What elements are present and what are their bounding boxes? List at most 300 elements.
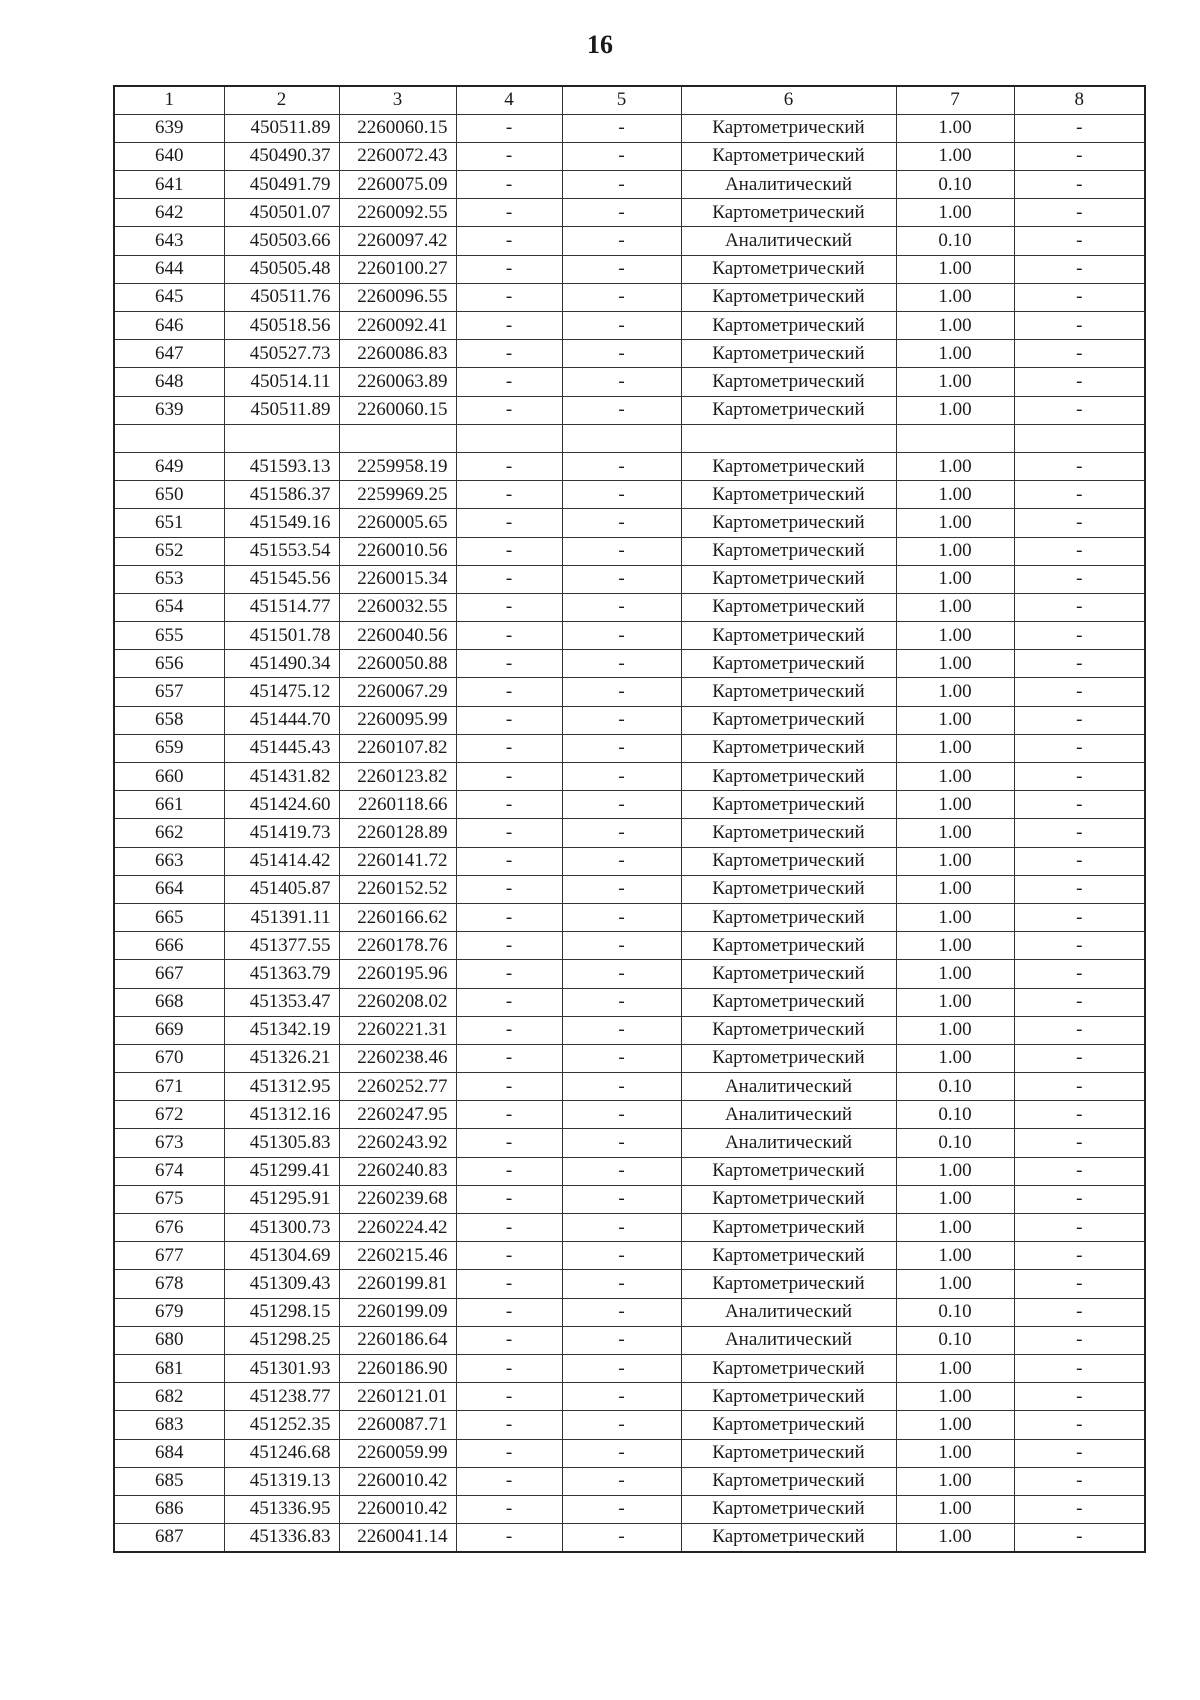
- coord-y-cell: 2260063.89: [339, 368, 456, 396]
- col-5-cell: -: [562, 1298, 681, 1326]
- coord-y-cell: 2260095.99: [339, 706, 456, 734]
- accuracy-cell: 1.00: [896, 988, 1014, 1016]
- method-cell: Картометрический: [681, 1214, 896, 1242]
- col-8-cell: -: [1014, 1383, 1145, 1411]
- method-cell: Картометрический: [681, 875, 896, 903]
- col-8-cell: [1014, 424, 1145, 452]
- accuracy-cell: 1.00: [896, 255, 1014, 283]
- col-8-cell: -: [1014, 622, 1145, 650]
- point-number-cell: 684: [114, 1439, 224, 1467]
- coord-y-cell: 2260107.82: [339, 734, 456, 762]
- accuracy-cell: 0.10: [896, 1298, 1014, 1326]
- coord-x-cell: 451501.78: [224, 622, 339, 650]
- table-row: [114, 227, 1145, 255]
- method-cell: Картометрический: [681, 142, 896, 170]
- coord-y-cell: 2260097.42: [339, 227, 456, 255]
- coord-x-cell: 451336.95: [224, 1495, 339, 1523]
- coord-x-cell: 450501.07: [224, 199, 339, 227]
- point-number-cell: 673: [114, 1129, 224, 1157]
- col-8-cell: -: [1014, 452, 1145, 480]
- col-4-cell: -: [456, 114, 562, 142]
- col-4-cell: -: [456, 1298, 562, 1326]
- point-number-cell: 661: [114, 791, 224, 819]
- col-8-cell: -: [1014, 1185, 1145, 1213]
- col-8-cell: -: [1014, 763, 1145, 791]
- coord-x-cell: 450511.89: [224, 114, 339, 142]
- col-4-cell: -: [456, 988, 562, 1016]
- coordinates-table: [113, 85, 1146, 1553]
- col-4-cell: -: [456, 1073, 562, 1101]
- coord-y-cell: 2260186.64: [339, 1326, 456, 1354]
- coord-y-cell: 2260100.27: [339, 255, 456, 283]
- coord-x-cell: 450503.66: [224, 227, 339, 255]
- method-cell: Картометрический: [681, 1242, 896, 1270]
- point-number-cell: 660: [114, 763, 224, 791]
- point-number-cell: 683: [114, 1411, 224, 1439]
- table-row: [114, 1073, 1145, 1101]
- point-number-cell: 664: [114, 875, 224, 903]
- col-4-cell: -: [456, 1439, 562, 1467]
- col-8-cell: -: [1014, 509, 1145, 537]
- coord-y-cell: 2260092.41: [339, 312, 456, 340]
- method-cell: Картометрический: [681, 114, 896, 142]
- point-number-cell: 670: [114, 1044, 224, 1072]
- point-number-cell: 645: [114, 283, 224, 311]
- table-row: [114, 1270, 1145, 1298]
- table-row: [114, 1157, 1145, 1185]
- point-number-cell: 657: [114, 678, 224, 706]
- method-cell: Аналитический: [681, 1326, 896, 1354]
- accuracy-cell: 1.00: [896, 593, 1014, 621]
- coord-x-cell: 451444.70: [224, 706, 339, 734]
- table-row: [114, 114, 1145, 142]
- method-cell: Аналитический: [681, 227, 896, 255]
- accuracy-cell: 1.00: [896, 763, 1014, 791]
- accuracy-cell: 1.00: [896, 114, 1014, 142]
- point-number-cell: 649: [114, 452, 224, 480]
- point-number-cell: 681: [114, 1354, 224, 1382]
- coord-x-cell: 451514.77: [224, 593, 339, 621]
- table-row: [114, 509, 1145, 537]
- method-cell: Картометрический: [681, 1044, 896, 1072]
- col-4-cell: -: [456, 537, 562, 565]
- table-row: [114, 537, 1145, 565]
- point-number-cell: 665: [114, 903, 224, 931]
- method-cell: Картометрический: [681, 847, 896, 875]
- col-5-cell: -: [562, 340, 681, 368]
- table-row: [114, 1495, 1145, 1523]
- table-row: [114, 763, 1145, 791]
- coord-x-cell: 451304.69: [224, 1242, 339, 1270]
- col-8-cell: -: [1014, 791, 1145, 819]
- point-number-cell: 647: [114, 340, 224, 368]
- col-8-cell: -: [1014, 537, 1145, 565]
- col-4-cell: -: [456, 509, 562, 537]
- accuracy-cell: 0.10: [896, 1129, 1014, 1157]
- col-8-cell: -: [1014, 1354, 1145, 1382]
- col-8-cell: -: [1014, 255, 1145, 283]
- coord-x-cell: 451326.21: [224, 1044, 339, 1072]
- coord-y-cell: 2259969.25: [339, 481, 456, 509]
- col-5-cell: -: [562, 1073, 681, 1101]
- method-cell: Картометрический: [681, 1524, 896, 1552]
- table-row: [114, 932, 1145, 960]
- coord-x-cell: 450511.89: [224, 396, 339, 424]
- col-5-cell: -: [562, 396, 681, 424]
- col-5-cell: -: [562, 368, 681, 396]
- col-4-cell: -: [456, 622, 562, 650]
- coord-x-cell: 451336.83: [224, 1524, 339, 1552]
- point-number-cell: 682: [114, 1383, 224, 1411]
- col-5-cell: -: [562, 1157, 681, 1185]
- accuracy-cell: 1.00: [896, 1354, 1014, 1382]
- col-8-cell: -: [1014, 481, 1145, 509]
- col-8-cell: -: [1014, 706, 1145, 734]
- point-number-cell: 672: [114, 1101, 224, 1129]
- method-cell: Картометрический: [681, 509, 896, 537]
- col-5-cell: -: [562, 988, 681, 1016]
- col-4-cell: -: [456, 368, 562, 396]
- coord-x-cell: 450518.56: [224, 312, 339, 340]
- method-cell: Картометрический: [681, 988, 896, 1016]
- col-4-cell: -: [456, 1524, 562, 1552]
- table-row: [114, 593, 1145, 621]
- col-5-cell: -: [562, 481, 681, 509]
- col-4-cell: -: [456, 1185, 562, 1213]
- col-4-cell: -: [456, 678, 562, 706]
- accuracy-cell: 1.00: [896, 1467, 1014, 1495]
- point-number-cell: 653: [114, 565, 224, 593]
- point-number-cell: 643: [114, 227, 224, 255]
- coord-y-cell: 2260123.82: [339, 763, 456, 791]
- col-4-cell: -: [456, 763, 562, 791]
- col-5-cell: -: [562, 1326, 681, 1354]
- col-4-cell: -: [456, 650, 562, 678]
- coord-y-cell: 2260067.29: [339, 678, 456, 706]
- coord-y-cell: 2260060.15: [339, 396, 456, 424]
- accuracy-cell: 1.00: [896, 819, 1014, 847]
- col-4-cell: -: [456, 903, 562, 931]
- table-row: [114, 255, 1145, 283]
- coord-y-cell: 2260186.90: [339, 1354, 456, 1382]
- table-row: [114, 481, 1145, 509]
- coord-y-cell: 2260010.42: [339, 1467, 456, 1495]
- table-row: [114, 565, 1145, 593]
- coord-x-cell: 451475.12: [224, 678, 339, 706]
- method-cell: Картометрический: [681, 932, 896, 960]
- point-number-cell: 642: [114, 199, 224, 227]
- coord-x-cell: 450505.48: [224, 255, 339, 283]
- accuracy-cell: [896, 424, 1014, 452]
- table-row: [114, 312, 1145, 340]
- accuracy-cell: 1.00: [896, 1157, 1014, 1185]
- col-5-cell: -: [562, 650, 681, 678]
- table-row: [114, 1016, 1145, 1044]
- coord-x-cell: 451301.93: [224, 1354, 339, 1382]
- method-cell: Картометрический: [681, 1016, 896, 1044]
- coord-x-cell: 451238.77: [224, 1383, 339, 1411]
- accuracy-cell: 1.00: [896, 734, 1014, 762]
- col-8-cell: -: [1014, 1044, 1145, 1072]
- table-row: [114, 1411, 1145, 1439]
- col-4-cell: -: [456, 1101, 562, 1129]
- col-8-cell: -: [1014, 875, 1145, 903]
- coord-x-cell: 451586.37: [224, 481, 339, 509]
- accuracy-cell: 1.00: [896, 791, 1014, 819]
- method-cell: Картометрический: [681, 593, 896, 621]
- coord-x-cell: 451246.68: [224, 1439, 339, 1467]
- method-cell: Картометрический: [681, 340, 896, 368]
- coord-x-cell: 451295.91: [224, 1185, 339, 1213]
- accuracy-cell: 1.00: [896, 537, 1014, 565]
- col-5-cell: -: [562, 509, 681, 537]
- accuracy-cell: 1.00: [896, 199, 1014, 227]
- coord-y-cell: 2260243.92: [339, 1129, 456, 1157]
- method-cell: Картометрический: [681, 537, 896, 565]
- col-8-cell: -: [1014, 1214, 1145, 1242]
- col-5-cell: -: [562, 1439, 681, 1467]
- col-5-cell: -: [562, 1242, 681, 1270]
- col-5-cell: -: [562, 227, 681, 255]
- col-5-cell: -: [562, 763, 681, 791]
- table-row: [114, 988, 1145, 1016]
- coord-y-cell: 2260075.09: [339, 171, 456, 199]
- coord-y-cell: 2260040.56: [339, 622, 456, 650]
- table-row: [114, 1101, 1145, 1129]
- coord-x-cell: 451305.83: [224, 1129, 339, 1157]
- col-5-cell: -: [562, 593, 681, 621]
- coord-y-cell: 2260041.14: [339, 1524, 456, 1552]
- col-8-cell: -: [1014, 171, 1145, 199]
- coord-x-cell: 451445.43: [224, 734, 339, 762]
- point-number-cell: 667: [114, 960, 224, 988]
- coord-y-cell: 2260005.65: [339, 509, 456, 537]
- table-row: [114, 791, 1145, 819]
- table-row: [114, 706, 1145, 734]
- point-number-cell: 650: [114, 481, 224, 509]
- col-5-cell: -: [562, 875, 681, 903]
- accuracy-cell: 0.10: [896, 171, 1014, 199]
- coord-x-cell: 451419.73: [224, 819, 339, 847]
- col-5-cell: -: [562, 678, 681, 706]
- point-number-cell: 668: [114, 988, 224, 1016]
- col-8-cell: -: [1014, 678, 1145, 706]
- point-number-cell: 680: [114, 1326, 224, 1354]
- col-5-cell: -: [562, 903, 681, 931]
- method-cell: Аналитический: [681, 1129, 896, 1157]
- method-cell: Картометрический: [681, 199, 896, 227]
- method-cell: Аналитический: [681, 1298, 896, 1326]
- col-5-cell: -: [562, 114, 681, 142]
- table-row: [114, 1242, 1145, 1270]
- coord-x-cell: 451309.43: [224, 1270, 339, 1298]
- col-8-cell: -: [1014, 396, 1145, 424]
- col-5-cell: -: [562, 819, 681, 847]
- col-8-cell: -: [1014, 312, 1145, 340]
- accuracy-cell: 1.00: [896, 1383, 1014, 1411]
- method-cell: Картометрический: [681, 1495, 896, 1523]
- table-row: [114, 1524, 1145, 1552]
- coord-y-cell: 2260010.42: [339, 1495, 456, 1523]
- table-row: [114, 875, 1145, 903]
- coord-x-cell: 451252.35: [224, 1411, 339, 1439]
- coord-x-cell: 451298.25: [224, 1326, 339, 1354]
- table-row: [114, 396, 1145, 424]
- table-header-row: [114, 86, 1145, 114]
- col-5-cell: -: [562, 960, 681, 988]
- coord-y-cell: 2260178.76: [339, 932, 456, 960]
- col-4-cell: -: [456, 1383, 562, 1411]
- coord-y-cell: 2260059.99: [339, 1439, 456, 1467]
- method-cell: Картометрический: [681, 1354, 896, 1382]
- method-cell: Картометрический: [681, 650, 896, 678]
- point-number-cell: 686: [114, 1495, 224, 1523]
- coord-y-cell: 2260072.43: [339, 142, 456, 170]
- col-5-cell: -: [562, 1129, 681, 1157]
- accuracy-cell: 1.00: [896, 960, 1014, 988]
- coord-y-cell: 2260240.83: [339, 1157, 456, 1185]
- coord-x-cell: 451299.41: [224, 1157, 339, 1185]
- col-5-cell: -: [562, 537, 681, 565]
- accuracy-cell: 1.00: [896, 1524, 1014, 1552]
- table-row: [114, 1383, 1145, 1411]
- col-8-cell: -: [1014, 1467, 1145, 1495]
- col-4-cell: -: [456, 791, 562, 819]
- col-4-cell: -: [456, 706, 562, 734]
- col-5-cell: -: [562, 1044, 681, 1072]
- method-cell: Картометрический: [681, 622, 896, 650]
- method-cell: Картометрический: [681, 763, 896, 791]
- accuracy-cell: 1.00: [896, 875, 1014, 903]
- col-4-cell: -: [456, 227, 562, 255]
- method-cell: Картометрический: [681, 1383, 896, 1411]
- col-4-cell: -: [456, 1214, 562, 1242]
- table-row: [114, 1298, 1145, 1326]
- col-5-cell: -: [562, 171, 681, 199]
- method-cell: Картометрический: [681, 312, 896, 340]
- coord-x-cell: 451490.34: [224, 650, 339, 678]
- point-number-cell: 639: [114, 396, 224, 424]
- coord-y-cell: 2260086.83: [339, 340, 456, 368]
- point-number-cell: [114, 424, 224, 452]
- coord-x-cell: [224, 424, 339, 452]
- point-number-cell: 652: [114, 537, 224, 565]
- col-4-cell: [456, 424, 562, 452]
- coord-x-cell: 451298.15: [224, 1298, 339, 1326]
- col-5-cell: -: [562, 847, 681, 875]
- table-row: [114, 650, 1145, 678]
- coord-x-cell: 451405.87: [224, 875, 339, 903]
- coord-y-cell: [339, 424, 456, 452]
- col-8-cell: -: [1014, 1016, 1145, 1044]
- point-number-cell: 663: [114, 847, 224, 875]
- coord-y-cell: 2260195.96: [339, 960, 456, 988]
- coord-y-cell: 2260087.71: [339, 1411, 456, 1439]
- col-8-cell: -: [1014, 1326, 1145, 1354]
- coord-y-cell: 2260252.77: [339, 1073, 456, 1101]
- accuracy-cell: 1.00: [896, 1185, 1014, 1213]
- method-cell: Аналитический: [681, 1073, 896, 1101]
- column-header-2: 2: [224, 86, 339, 114]
- col-4-cell: -: [456, 142, 562, 170]
- col-4-cell: -: [456, 171, 562, 199]
- col-5-cell: -: [562, 1185, 681, 1213]
- col-8-cell: -: [1014, 1101, 1145, 1129]
- col-4-cell: -: [456, 340, 562, 368]
- col-4-cell: -: [456, 565, 562, 593]
- col-4-cell: -: [456, 1467, 562, 1495]
- point-number-cell: 674: [114, 1157, 224, 1185]
- table-row: [114, 283, 1145, 311]
- col-4-cell: -: [456, 452, 562, 480]
- coord-x-cell: 450491.79: [224, 171, 339, 199]
- col-8-cell: -: [1014, 903, 1145, 931]
- method-cell: [681, 424, 896, 452]
- table-row: [114, 819, 1145, 847]
- point-number-cell: 662: [114, 819, 224, 847]
- coord-x-cell: 451300.73: [224, 1214, 339, 1242]
- col-5-cell: -: [562, 142, 681, 170]
- table-row: [114, 1129, 1145, 1157]
- col-8-cell: -: [1014, 988, 1145, 1016]
- coord-y-cell: 2260032.55: [339, 593, 456, 621]
- method-cell: Картометрический: [681, 452, 896, 480]
- col-5-cell: -: [562, 1270, 681, 1298]
- point-number-cell: 651: [114, 509, 224, 537]
- method-cell: Картометрический: [681, 1185, 896, 1213]
- method-cell: Картометрический: [681, 1439, 896, 1467]
- point-number-cell: 646: [114, 312, 224, 340]
- col-8-cell: -: [1014, 1411, 1145, 1439]
- col-5-cell: -: [562, 1214, 681, 1242]
- point-number-cell: 641: [114, 171, 224, 199]
- col-4-cell: -: [456, 734, 562, 762]
- accuracy-cell: 0.10: [896, 1073, 1014, 1101]
- method-cell: Аналитический: [681, 1101, 896, 1129]
- col-8-cell: -: [1014, 1129, 1145, 1157]
- col-8-cell: -: [1014, 1270, 1145, 1298]
- col-5-cell: -: [562, 1467, 681, 1495]
- col-4-cell: -: [456, 1270, 562, 1298]
- col-8-cell: -: [1014, 199, 1145, 227]
- point-number-cell: 679: [114, 1298, 224, 1326]
- coord-y-cell: 2260166.62: [339, 903, 456, 931]
- coord-y-cell: 2260118.66: [339, 791, 456, 819]
- coord-y-cell: 2260247.95: [339, 1101, 456, 1129]
- col-4-cell: -: [456, 396, 562, 424]
- table-body: [114, 114, 1145, 1552]
- point-number-cell: 669: [114, 1016, 224, 1044]
- col-4-cell: -: [456, 1157, 562, 1185]
- col-8-cell: -: [1014, 847, 1145, 875]
- table-row: [114, 847, 1145, 875]
- table-row: [114, 199, 1145, 227]
- coord-y-cell: 2260060.15: [339, 114, 456, 142]
- point-number-cell: 671: [114, 1073, 224, 1101]
- col-8-cell: -: [1014, 1242, 1145, 1270]
- method-cell: Картометрический: [681, 481, 896, 509]
- coord-x-cell: 451312.95: [224, 1073, 339, 1101]
- coord-x-cell: 451391.11: [224, 903, 339, 931]
- col-4-cell: -: [456, 932, 562, 960]
- col-5-cell: -: [562, 283, 681, 311]
- col-8-cell: -: [1014, 142, 1145, 170]
- method-cell: Картометрический: [681, 565, 896, 593]
- col-8-cell: -: [1014, 960, 1145, 988]
- col-4-cell: -: [456, 1495, 562, 1523]
- method-cell: Картометрический: [681, 791, 896, 819]
- point-number-cell: 676: [114, 1214, 224, 1242]
